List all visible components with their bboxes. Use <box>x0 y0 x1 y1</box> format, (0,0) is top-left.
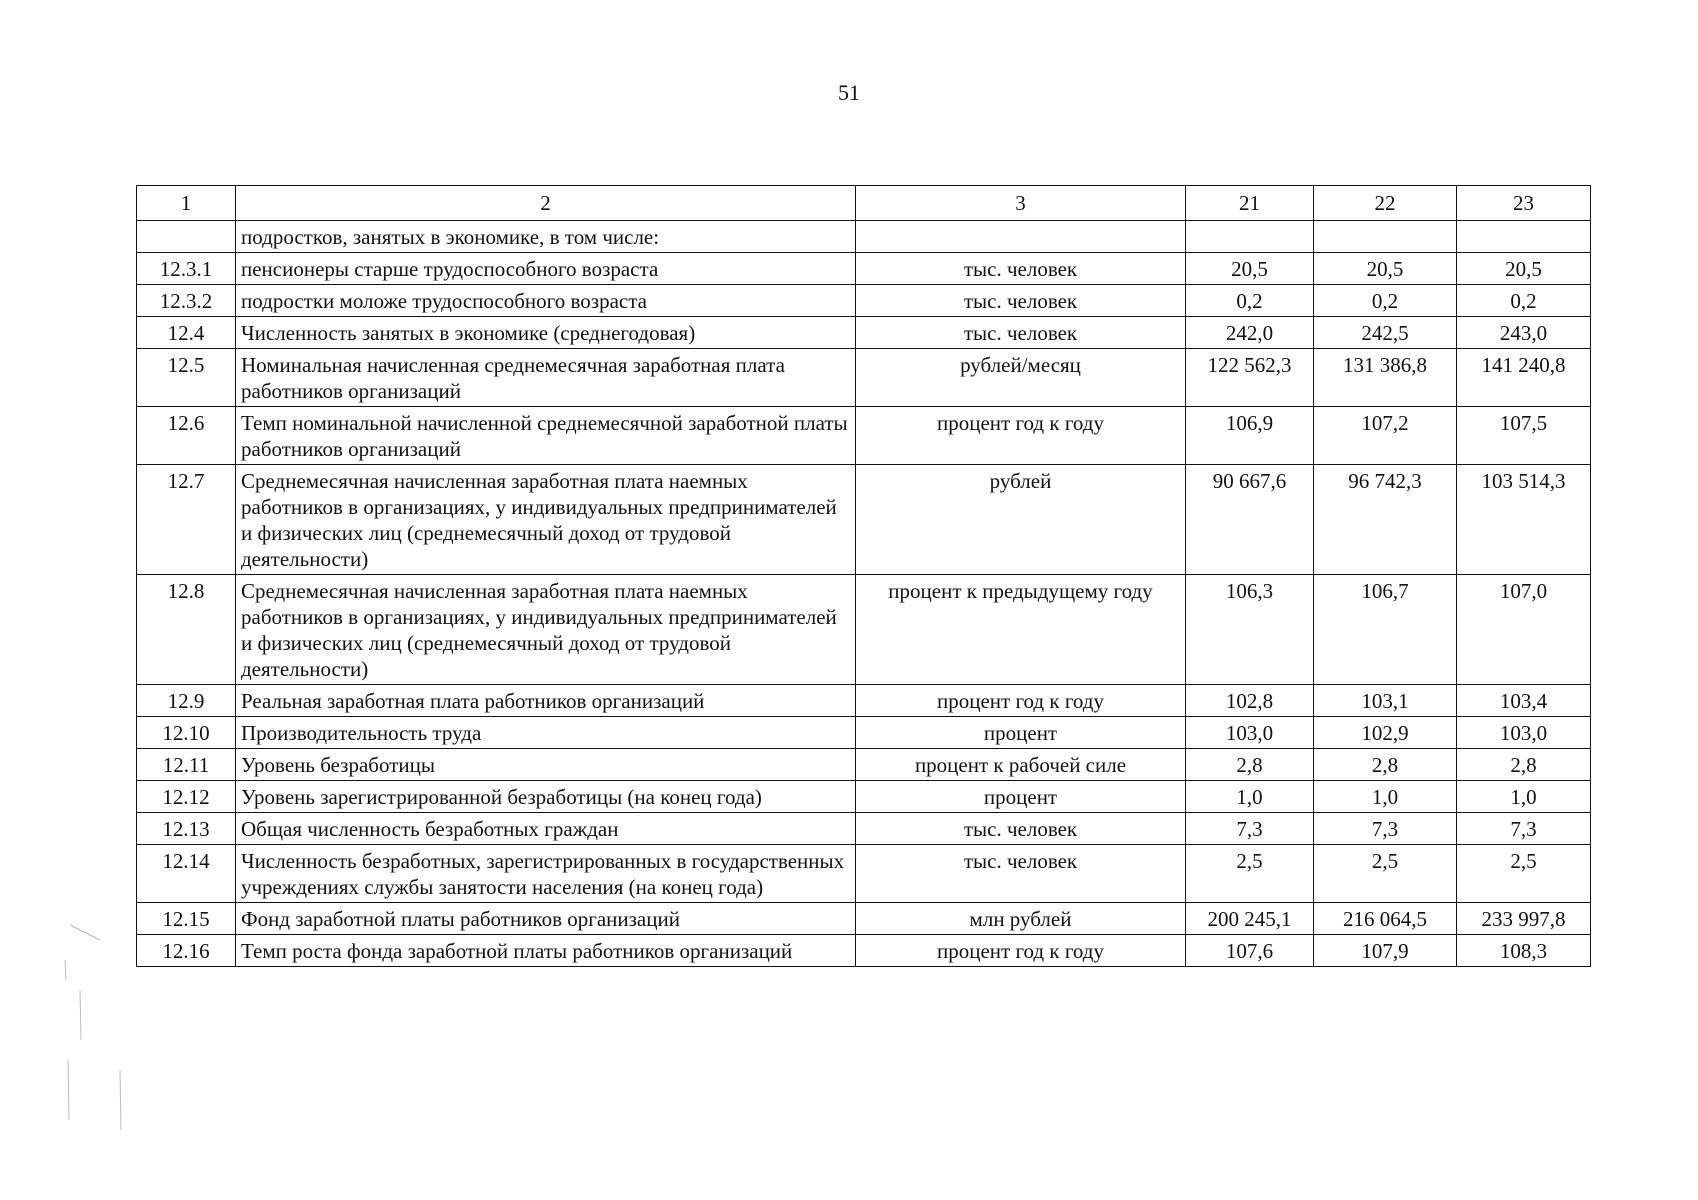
value-23: 108,3 <box>1457 935 1591 967</box>
table-row <box>137 221 1591 253</box>
indicator-name: Среднемесячная начисленная заработная плата наемных работников в организациях, у индивидуальных предпринимателей и физических лиц (среднемесячный доход от трудовой деятельности) <box>236 465 856 575</box>
unit: процент год к году <box>856 685 1186 717</box>
value-23: 2,5 <box>1457 845 1591 903</box>
value-23: 103,4 <box>1457 685 1591 717</box>
unit: процент к рабочей силе <box>856 749 1186 781</box>
table-row <box>137 407 1591 465</box>
value-23: 7,3 <box>1457 813 1591 845</box>
row-number: 12.11 <box>137 749 236 781</box>
value-22: 103,1 <box>1314 685 1457 717</box>
header-cell: 1 <box>137 186 236 221</box>
value-22 <box>1314 221 1457 253</box>
value-21: 103,0 <box>1186 717 1314 749</box>
indicators-table <box>136 185 1591 967</box>
row-number: 12.3.2 <box>137 285 236 317</box>
table-row <box>137 465 1591 575</box>
value-22: 107,9 <box>1314 935 1457 967</box>
indicator-name: пенсионеры старше трудоспособного возраста <box>236 253 856 285</box>
value-23 <box>1457 221 1591 253</box>
value-22: 2,8 <box>1314 749 1457 781</box>
table-row <box>137 749 1591 781</box>
value-23: 103 514,3 <box>1457 465 1591 575</box>
unit: процент <box>856 781 1186 813</box>
value-21: 122 562,3 <box>1186 349 1314 407</box>
header-cell: 21 <box>1186 186 1314 221</box>
indicator-name: подростков, занятых в экономике, в том числе: <box>236 221 856 253</box>
header-cell: 3 <box>856 186 1186 221</box>
table-row <box>137 253 1591 285</box>
value-22: 242,5 <box>1314 317 1457 349</box>
value-21: 242,0 <box>1186 317 1314 349</box>
row-number: 12.14 <box>137 845 236 903</box>
unit <box>856 221 1186 253</box>
value-21: 107,6 <box>1186 935 1314 967</box>
table-row <box>137 781 1591 813</box>
value-22: 107,2 <box>1314 407 1457 465</box>
value-22: 131 386,8 <box>1314 349 1457 407</box>
indicator-name: Фонд заработной платы работников организаций <box>236 903 856 935</box>
row-number: 12.10 <box>137 717 236 749</box>
value-21: 106,3 <box>1186 575 1314 685</box>
unit: тыс. человек <box>856 285 1186 317</box>
value-23: 107,5 <box>1457 407 1591 465</box>
value-21: 200 245,1 <box>1186 903 1314 935</box>
row-number: 12.13 <box>137 813 236 845</box>
indicator-name: Среднемесячная начисленная заработная плата наемных работников в организациях, у индивидуальных предпринимателей и физических лиц (среднемесячный доход от трудовой деятельности) <box>236 575 856 685</box>
table-row <box>137 717 1591 749</box>
table-row <box>137 903 1591 935</box>
header-cell: 23 <box>1457 186 1591 221</box>
unit: процент год к году <box>856 407 1186 465</box>
table-row <box>137 317 1591 349</box>
value-23: 1,0 <box>1457 781 1591 813</box>
row-number: 12.15 <box>137 903 236 935</box>
value-23: 20,5 <box>1457 253 1591 285</box>
unit: тыс. человек <box>856 253 1186 285</box>
indicator-name: подростки моложе трудоспособного возраста <box>236 285 856 317</box>
row-number: 12.4 <box>137 317 236 349</box>
unit: тыс. человек <box>856 813 1186 845</box>
table-row <box>137 285 1591 317</box>
row-number <box>137 221 236 253</box>
value-22: 2,5 <box>1314 845 1457 903</box>
row-number: 12.16 <box>137 935 236 967</box>
table-row <box>137 575 1591 685</box>
unit: рублей <box>856 465 1186 575</box>
scan-artifact <box>60 920 140 1140</box>
value-21: 90 667,6 <box>1186 465 1314 575</box>
row-number: 12.9 <box>137 685 236 717</box>
value-22: 1,0 <box>1314 781 1457 813</box>
unit: процент год к году <box>856 935 1186 967</box>
value-21: 106,9 <box>1186 407 1314 465</box>
value-21: 7,3 <box>1186 813 1314 845</box>
table-header-row <box>137 186 1591 221</box>
table-row <box>137 349 1591 407</box>
indicator-name: Темп роста фонда заработной платы работников организаций <box>236 935 856 967</box>
value-22: 7,3 <box>1314 813 1457 845</box>
value-22: 106,7 <box>1314 575 1457 685</box>
table-row <box>137 845 1591 903</box>
indicator-name: Общая численность безработных граждан <box>236 813 856 845</box>
value-21: 102,8 <box>1186 685 1314 717</box>
value-22: 20,5 <box>1314 253 1457 285</box>
value-21: 1,0 <box>1186 781 1314 813</box>
value-23: 243,0 <box>1457 317 1591 349</box>
value-21: 2,8 <box>1186 749 1314 781</box>
indicator-name: Уровень зарегистрированной безработицы (на конец года) <box>236 781 856 813</box>
header-cell: 22 <box>1314 186 1457 221</box>
indicator-name: Численность безработных, зарегистрированных в государственных учреждениях службы занятости населения (на конец года) <box>236 845 856 903</box>
row-number: 12.3.1 <box>137 253 236 285</box>
row-number: 12.6 <box>137 407 236 465</box>
value-21 <box>1186 221 1314 253</box>
value-23: 141 240,8 <box>1457 349 1591 407</box>
table-row <box>137 685 1591 717</box>
indicator-name: Темп номинальной начисленной среднемесячной заработной платы работников организаций <box>236 407 856 465</box>
row-number: 12.7 <box>137 465 236 575</box>
value-23: 103,0 <box>1457 717 1591 749</box>
indicator-name: Номинальная начисленная среднемесячная заработная плата работников организаций <box>236 349 856 407</box>
unit: тыс. человек <box>856 317 1186 349</box>
value-22: 96 742,3 <box>1314 465 1457 575</box>
page-number: 51 <box>838 80 860 105</box>
value-21: 0,2 <box>1186 285 1314 317</box>
value-21: 2,5 <box>1186 845 1314 903</box>
value-21: 20,5 <box>1186 253 1314 285</box>
indicator-name: Уровень безработицы <box>236 749 856 781</box>
value-23: 0,2 <box>1457 285 1591 317</box>
indicator-name: Производительность труда <box>236 717 856 749</box>
unit: процент <box>856 717 1186 749</box>
header-cell: 2 <box>236 186 856 221</box>
indicator-name: Реальная заработная плата работников организаций <box>236 685 856 717</box>
unit: тыс. человек <box>856 845 1186 903</box>
table-row <box>137 813 1591 845</box>
row-number: 12.8 <box>137 575 236 685</box>
value-22: 216 064,5 <box>1314 903 1457 935</box>
value-22: 0,2 <box>1314 285 1457 317</box>
row-number: 12.12 <box>137 781 236 813</box>
indicator-name: Численность занятых в экономике (среднегодовая) <box>236 317 856 349</box>
unit: млн рублей <box>856 903 1186 935</box>
value-23: 233 997,8 <box>1457 903 1591 935</box>
value-23: 2,8 <box>1457 749 1591 781</box>
unit: рублей/месяц <box>856 349 1186 407</box>
unit: процент к предыдущему году <box>856 575 1186 685</box>
row-number: 12.5 <box>137 349 236 407</box>
value-23: 107,0 <box>1457 575 1591 685</box>
value-22: 102,9 <box>1314 717 1457 749</box>
table-row <box>137 935 1591 967</box>
